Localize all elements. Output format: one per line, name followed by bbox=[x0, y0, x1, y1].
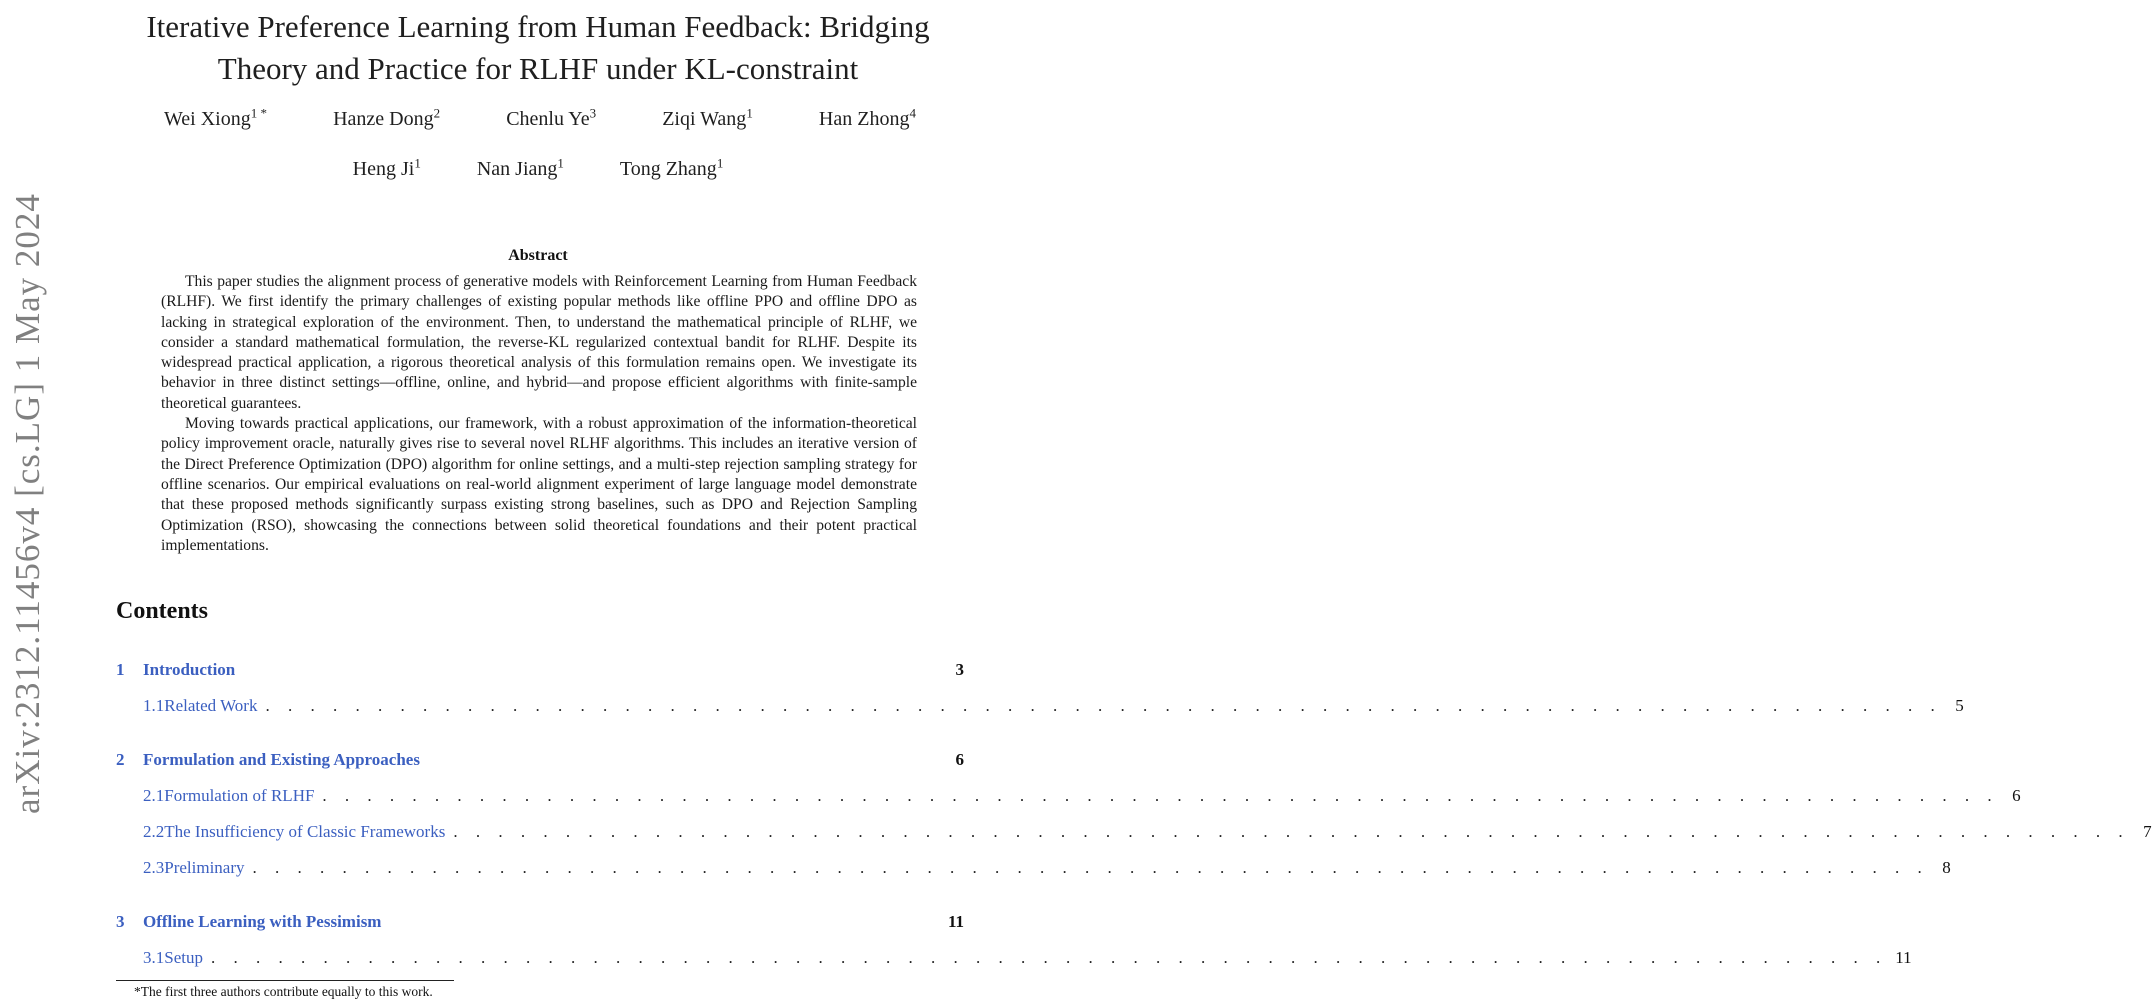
author-list-row-2 bbox=[128, 155, 948, 181]
toc-entry-setup[interactable]: 3.1 Setup . . . . . . . . . . . . . . . . . . . . . . . . . . . . . . . . . . . . . . . . . . . . . . . . . . . . . . . . . . . . . . . . . . . . . . . . . . . 11 bbox=[143, 948, 1912, 967]
abstract-paragraph: Moving towards practical applications, our framework, with a robust approximation of the information-theoretical policy improvement oracle, naturally gives rise to several novel RLHF algorithms. This includes an iterative version of the Direct Preference Optimization (DPO) algorithm for online settings, and a multi-step rejection sampling strategy for offline scenarios. Our empirical evaluations on real-world alignment experiment of large language model demonstrate that these proposed methods significantly surpass existing strong baselines, such as DPO and Rejection Sampling Optimization (RSO), showcasing the connections between solid theoretical foundations and their potent practical implementations. bbox=[161, 415, 917, 554]
title-line-1: Iterative Preference Learning from Human Feedback: Bridging bbox=[146, 9, 930, 44]
author: Wei Xiong$^{1 *}$ bbox=[164, 105, 267, 130]
title-line-2: Theory and Practice for RLHF under KL-constraint bbox=[217, 51, 859, 86]
toc-entry-related-work[interactable]: 1.1 Related Work . . . . . . . . . . . . . . . . . . . . . . . . . . . . . . . . . . . . . . . . . . . . . . . . . . . . . . . . . . . . . . . . . . . . . . . . . . . 5 bbox=[143, 696, 1964, 715]
toc-entry-preliminary[interactable]: 2.3 Preliminary . . . . . . . . . . . . . . . . . . . . . . . . . . . . . . . . . . . . . . . . . . . . . . . . . . . . . . . . . . . . . . . . . . . . . . . . . . . 8 bbox=[143, 858, 1951, 877]
toc-entry-formulation[interactable]: 2 Formulation and Existing Approaches 6 bbox=[116, 750, 964, 769]
toc-entry-offline-learning[interactable]: 3 Offline Learning with Pessimism 11 bbox=[116, 912, 964, 931]
author: Hanze Dong$^2$ bbox=[333, 105, 441, 130]
leader-dots: . . . . . . . . . . . . . . . . . . . . . . . . . . . . . . . . . . . . . . . . . . . . . . . . . . . . . . . . . . . . . . . . . . . . . . . . . . . bbox=[210, 948, 1888, 967]
author: Nan Jiang$^1$ bbox=[476, 155, 564, 180]
contents-heading: Contents bbox=[116, 598, 209, 624]
paper-title bbox=[128, 6, 948, 90]
abstract-paragraph: This paper studies the alignment process of generative models with Reinforcement Learning from Human Feedback (RLHF). We first identify the primary challenges of existing popular methods like offline PPO and offline DPO as lacking in strategical exploration of the environment. Then, to understand the mathematical principle of RLHF, we consider a standard mathematical formulation, the reverse-KL regularized contextual bandit for RLHF. Despite its widespread practical application, a rigorous theoretical analysis of this formulation remains open. We investigate its behavior in three distinct settings—offline, online, and hybrid—and propose efficient algorithms with finite-sample theoretical guarantees. bbox=[161, 273, 917, 412]
author: Heng Ji$^1$ bbox=[352, 155, 421, 180]
author: Ziqi Wang$^1$ bbox=[662, 105, 753, 130]
abstract-body bbox=[161, 272, 917, 556]
toc-entry-insufficiency[interactable]: 2.2 The Insufficiency of Classic Frameworks . . . . . . . . . . . . . . . . . . . . . . . . . . . . . . . . . . . . . . . . . . . . . . . . . . . . . . . . . . . . . . . . . . . . . . . . . . . 7 bbox=[143, 822, 2152, 841]
leader-dots: . . . . . . . . . . . . . . . . . . . . . . . . . . . . . . . . . . . . . . . . . . . . . . . . . . . . . . . . . . . . . . . . . . . . . . . . . . . bbox=[453, 822, 2130, 841]
author: Han Zhong$^4$ bbox=[818, 105, 916, 130]
leader-dots: . . . . . . . . . . . . . . . . . . . . . . . . . . . . . . . . . . . . . . . . . . . . . . . . . . . . . . . . . . . . . . . . . . . . . . . . . . . bbox=[265, 696, 1942, 715]
footnote-divider bbox=[116, 980, 454, 981]
author: Tong Zhang$^1$ bbox=[619, 155, 724, 180]
arxiv-identifier: arXiv:2312.11456v4 [cs.LG] 1 May 2024 bbox=[8, 193, 47, 815]
author-list-row-1 bbox=[164, 105, 916, 131]
leader-dots: . . . . . . . . . . . . . . . . . . . . . . . . . . . . . . . . . . . . . . . . . . . . . . . . . . . . . . . . . . . . . . . . . . . . . . . . . . . bbox=[252, 858, 1929, 877]
abstract-heading: Abstract bbox=[508, 247, 568, 264]
toc-entry-formulation-of-rlhf[interactable]: 2.1 Formulation of RLHF . . . . . . . . . . . . . . . . . . . . . . . . . . . . . . . . . . . . . . . . . . . . . . . . . . . . . . . . . . . . . . . . . . . . . . . . . . . 6 bbox=[143, 786, 2021, 805]
footnote: *The first three authors contribute equally to this work. bbox=[134, 984, 433, 999]
leader-dots: . . . . . . . . . . . . . . . . . . . . . . . . . . . . . . . . . . . . . . . . . . . . . . . . . . . . . . . . . . . . . . . . . . . . . . . . . . . bbox=[322, 786, 1999, 805]
toc-entry-introduction[interactable]: 1 Introduction 3 bbox=[116, 660, 964, 679]
author: Chenlu Ye$^3$ bbox=[506, 105, 597, 130]
